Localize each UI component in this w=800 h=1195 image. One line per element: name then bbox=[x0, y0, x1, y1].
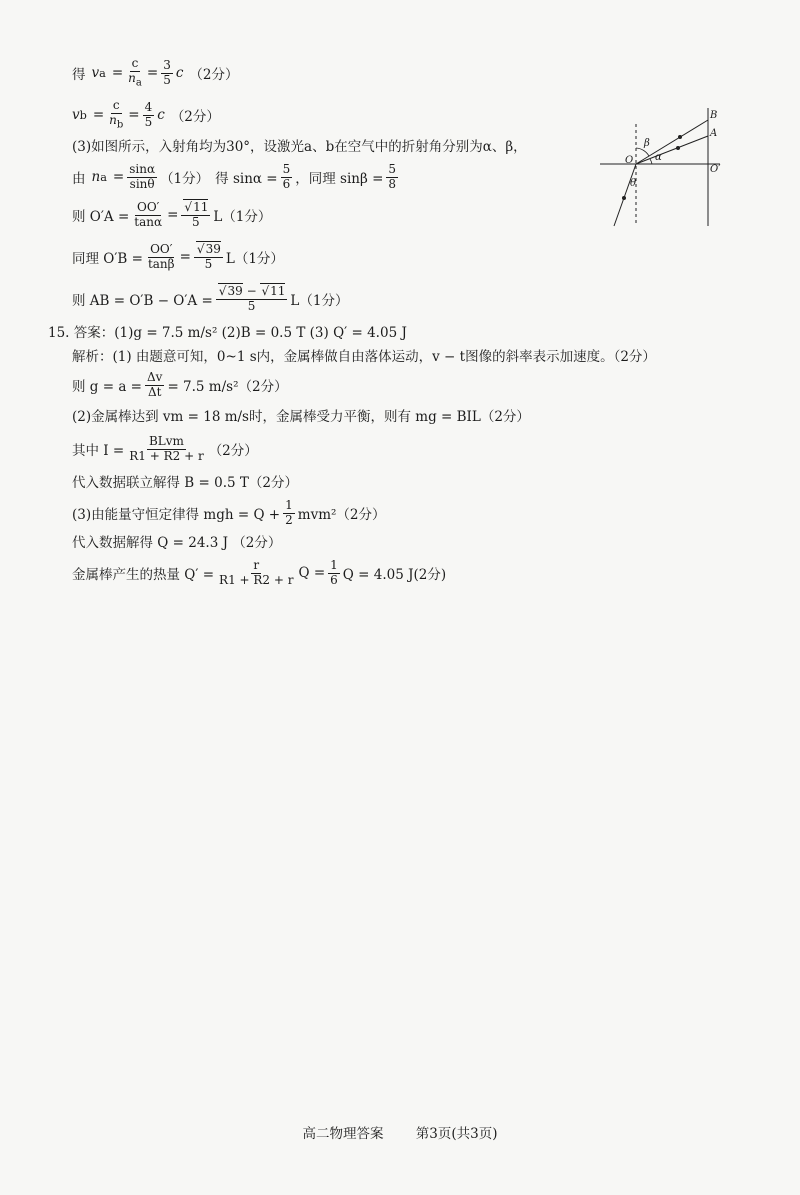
formula-sin-alpha: 由 n a = $\frac{\sin\alpha}{\sin\theta}$ （1分） 得 sinα = $\frac{5}{6}$ ，同理 sinβ = $\frac{5}{8}$ bbox=[72, 161, 397, 191]
refraction-diagram bbox=[596, 106, 726, 230]
formula-ob: 同理 O′B = $\frac{OO'}{\tan\beta}$ = √ $\frac{39}{5}$ L（1分） bbox=[72, 240, 284, 274]
ray-b-dot bbox=[678, 135, 682, 139]
formula-vb: v b = $\frac{c}{n_b}$ = $\frac{4}{5}$ c （2分） bbox=[72, 98, 220, 131]
ray-a-dot bbox=[676, 146, 680, 150]
label-b: B bbox=[710, 110, 718, 121]
alpha-arc bbox=[650, 159, 652, 164]
answer-15: 15. 答案：(1)g = 7.5 m/s² (2)B = 0.5 T (3) Q′ = 4.05 J bbox=[48, 325, 407, 341]
label-a: A bbox=[710, 128, 718, 139]
incident-ray bbox=[614, 164, 636, 226]
formula-energy: (3)由能量守恒定律得 mgh = Q + $\frac{1}{2}$ mvm²（2分） bbox=[72, 497, 386, 527]
label-o: O bbox=[625, 155, 634, 166]
label-theta: θ bbox=[630, 178, 637, 189]
ray-dot bbox=[622, 196, 626, 200]
text-part3-intro: (3)如图所示，入射角均为30°，设激光a、b在空气中的折射角分别为α、β， bbox=[72, 139, 527, 155]
result-q: 代入数据解得 Q = 24.3 J （2分） bbox=[72, 535, 282, 551]
formula-i: 其中 I = $\frac{\text{BLvm}}{R1 + R2 + r}$ （2分） bbox=[72, 433, 258, 463]
page-footer bbox=[0, 1122, 800, 1142]
label-alpha: α bbox=[655, 152, 662, 163]
label-beta: β bbox=[644, 138, 650, 149]
formula-ab: 则 AB = O′B − O′A = √ $\frac{39 - √ 11}{5}$ L（1分） bbox=[72, 282, 348, 316]
analysis-1: 解析：(1) 由题意可知，0~1 s内，金属棒做自由落体运动，v − t图像的斜率表示加速度。（2分） bbox=[72, 349, 656, 365]
result-b: 代入数据联立解得 B = 0.5 T（2分） bbox=[72, 475, 298, 491]
formula-q-prime: 金属棒产生的热量 Q′ = $\frac{r}{R1 + R2 + r}$ Q = $\frac{1}{6}$ Q = 4.05 J(2分) bbox=[72, 557, 447, 587]
formula-va: 得 v a = $\frac{c}{n_a}$ = $\frac{3}{5}$ c （2分） bbox=[72, 56, 239, 89]
footer-title: 高二物理答案 bbox=[302, 1126, 384, 1142]
beta-arc bbox=[636, 148, 649, 156]
analysis-2: (2)金属棒达到 vm = 18 m/s时，金属棒受力平衡，则有 mg = BIL（2分） bbox=[72, 409, 530, 425]
label-o-prime: O′ bbox=[710, 164, 721, 175]
formula-oa: 则 O′A = $\frac{OO'}{\tan\alpha}$ = √ $\frac{11}{5}$ L（1分） bbox=[72, 198, 271, 232]
footer-page: 第3页(共3页) bbox=[415, 1126, 498, 1142]
formula-g: 则 g = a = $\frac{\Delta v}{\Delta t}$ = 7.5 m/s²（2分） bbox=[72, 369, 288, 399]
